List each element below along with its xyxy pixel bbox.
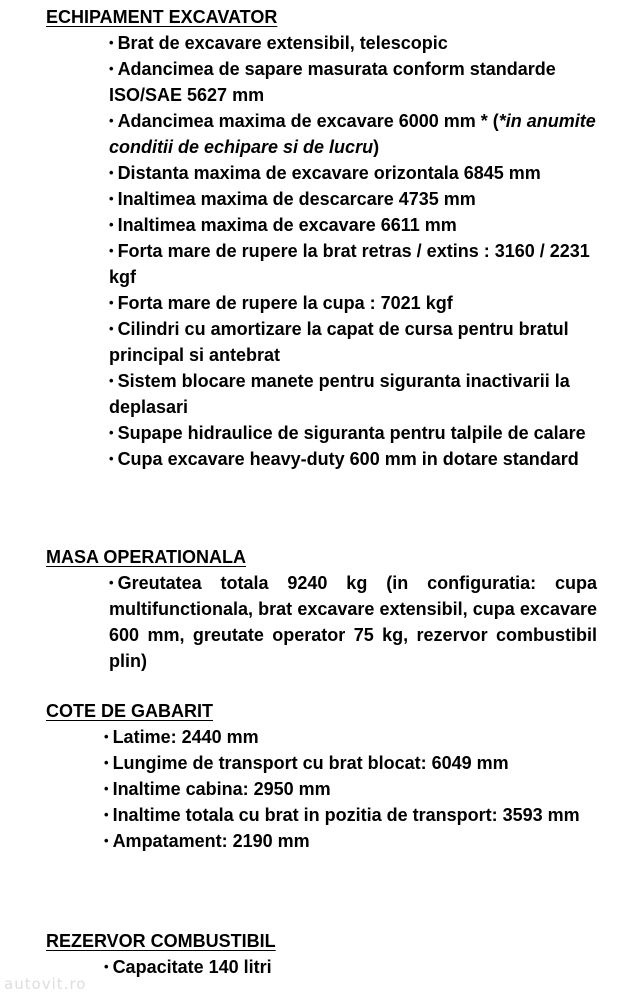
list-item: • Cupa excavare heavy-duty 600 mm in dotare standard xyxy=(109,446,605,472)
list-item: • Forta mare de rupere la brat retras / extins : 3160 / 2231 kgf xyxy=(109,238,605,290)
list-item: • Inaltimea maxima de descarcare 4735 mm xyxy=(109,186,605,212)
bullet-icon: • xyxy=(104,807,109,822)
bullet-icon: • xyxy=(109,165,114,180)
list-item: • Adancimea maxima de excavare 6000 mm * (*in anumite conditii de echipare si de lucru) xyxy=(109,108,605,160)
section-title-cote-de-gabarit: COTE DE GABARIT xyxy=(46,701,214,721)
excavator-equipment-list xyxy=(109,30,605,472)
list-item: • Capacitate 140 litri xyxy=(104,954,604,980)
bullet-icon: • xyxy=(109,113,114,128)
watermark: autovit.ro xyxy=(4,975,87,993)
bullet-icon: • xyxy=(109,35,114,50)
section-title-echipament-excavator: ECHIPAMENT EXCAVATOR xyxy=(46,7,278,27)
list-item: • Supape hidraulice de siguranta pentru talpile de calare xyxy=(109,420,605,446)
bullet-icon: • xyxy=(109,295,114,310)
list-item: • Greutatea totala 9240 kg (in configuratia: cupa multifunctionala, brat excavare extensibil, cupa excavare 600 mm, greutate operator 75 kg, rezervor combustibil plin) xyxy=(109,570,597,674)
bullet-icon: • xyxy=(104,959,109,974)
bullet-icon: • xyxy=(109,191,114,206)
list-item: • Lungime de transport cu brat blocat: 6049 mm xyxy=(104,750,604,776)
bullet-icon: • xyxy=(109,451,114,466)
dimensions-list xyxy=(104,724,604,854)
list-item: • Inaltime cabina: 2950 mm xyxy=(104,776,604,802)
bullet-icon: • xyxy=(109,61,114,76)
fuel-tank-list xyxy=(104,954,604,980)
bullet-icon: • xyxy=(104,833,109,848)
section-title-rezervor-combustibil: REZERVOR COMBUSTIBIL xyxy=(46,931,276,951)
list-item: • Inaltime totala cu brat in pozitia de transport: 3593 mm xyxy=(104,802,604,828)
list-item: • Sistem blocare manete pentru siguranta inactivarii la deplasari xyxy=(109,368,605,420)
bullet-icon: • xyxy=(104,729,109,744)
bullet-icon: • xyxy=(109,217,114,232)
list-item: • Adancimea de sapare masurata conform standarde ISO/SAE 5627 mm xyxy=(109,56,605,108)
list-item: • Latime: 2440 mm xyxy=(104,724,604,750)
bullet-icon: • xyxy=(109,575,114,590)
depth-footnote: *in anumite conditii de echipare si de lucru xyxy=(109,111,596,157)
list-item: • Forta mare de rupere la cupa : 7021 kgf xyxy=(109,290,605,316)
bullet-icon: • xyxy=(109,321,114,336)
bullet-icon: • xyxy=(104,781,109,796)
list-item: • Distanta maxima de excavare orizontala 6845 mm xyxy=(109,160,605,186)
list-item: • Cilindri cu amortizare la capat de cursa pentru bratul principal si antebrat xyxy=(109,316,605,368)
section-title-masa-operationala: MASA OPERATIONALA xyxy=(46,547,246,567)
list-item: • Inaltimea maxima de excavare 6611 mm xyxy=(109,212,605,238)
bullet-icon: • xyxy=(109,373,114,388)
operating-mass-list xyxy=(109,570,597,674)
bullet-icon: • xyxy=(109,425,114,440)
bullet-icon: • xyxy=(104,755,109,770)
list-item: • Brat de excavare extensibil, telescopic xyxy=(109,30,605,56)
bullet-icon: • xyxy=(109,243,114,258)
list-item: • Ampatament: 2190 mm xyxy=(104,828,604,854)
